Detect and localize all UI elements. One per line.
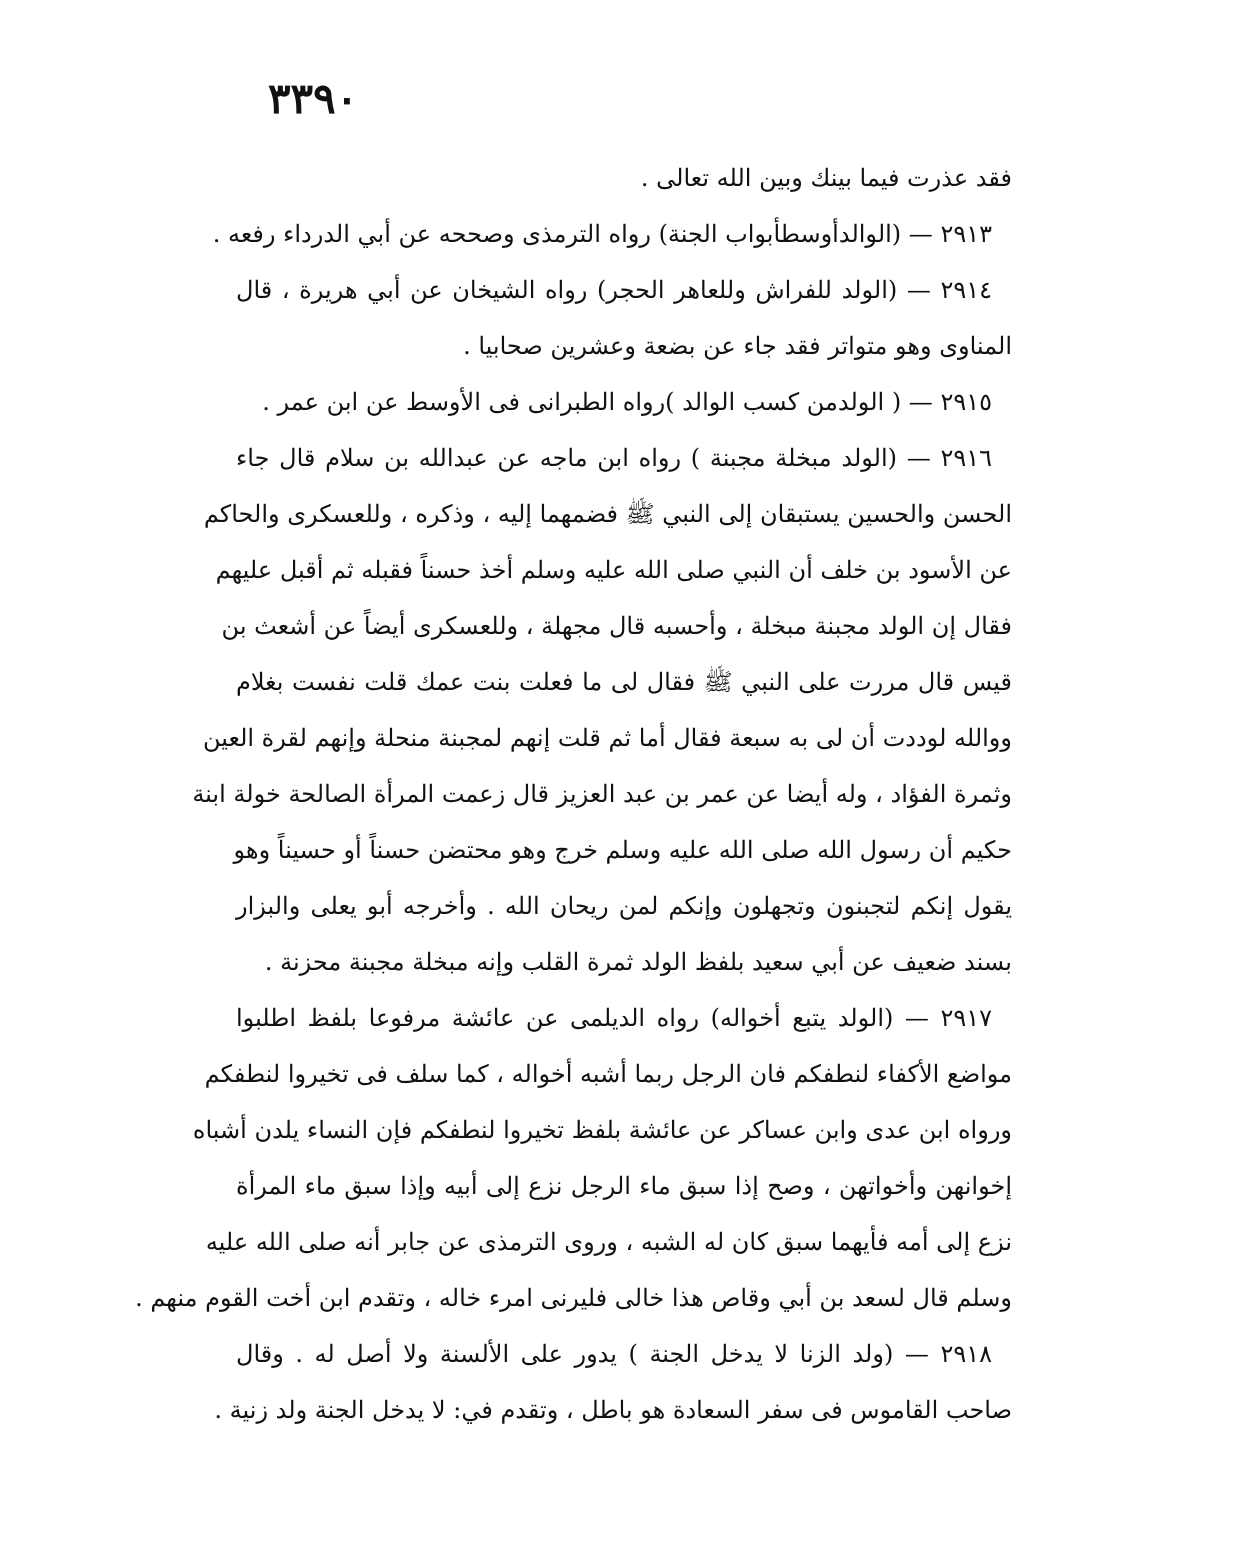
- text-line: إخوانهن وأخواتهن ، وصح إذا سبق ماء الرجل نزع إلى أبيه وإذا سبق ماء المرأة: [236, 1172, 1012, 1200]
- text-line: صاحب القاموس فى سفر السعادة هو باطل ، وتقدم في: لا يدخل الجنة ولد زنية .: [214, 1396, 1012, 1424]
- text-line: ٢٩١٤ — (الولد للفراش وللعاهر الحجر) رواه الشيخان عن أبي هريرة ، قال: [236, 276, 992, 304]
- text-line: وثمرة الفؤاد ، وله أيضا عن عمر بن عبد العزيز قال زعمت المرأة الصالحة خولة ابنة: [192, 780, 1012, 808]
- text-line: يقول إنكم لتجبنون وتجهلون وإنكم لمن ريحان الله . وأخرجه أبو يعلى والبزار: [236, 892, 1012, 920]
- text-line: مواضع الأكفاء لنطفكم فان الرجل ربما أشبه أخواله ، كما سلف فى تخيروا لنطفكم: [204, 1060, 1012, 1088]
- text-line: الحسن والحسين يستبقان إلى النبي ﷺ فضمهما إليه ، وذكره ، وللعسكرى والحاكم: [203, 500, 1012, 528]
- text-line: ٢٩١٦ — (الولد مبخلة مجبنة ) رواه ابن ماجه عن عبدالله بن سلام قال جاء: [236, 444, 992, 472]
- text-line: بسند ضعيف عن أبي سعيد بلفظ الولد ثمرة القلب وإنه مبخلة مجبنة محزنة .: [264, 948, 1012, 976]
- text-line: ٢٩١٥ — ( الولدمن كسب الوالد )رواه الطبرانى فى الأوسط عن ابن عمر .: [262, 388, 992, 416]
- text-line: قيس قال مررت على النبي ﷺ فقال لى ما فعلت بنت عمك قلت نفست بغلام: [236, 668, 1012, 696]
- text-line: وسلم قال لسعد بن أبي وقاص هذا خالى فليرنى امرء خاله ، وتقدم ابن أخت القوم منهم .: [135, 1284, 1012, 1312]
- page-number: ٣٣٩٠: [268, 74, 359, 123]
- text-line: نزع إلى أمه فأيهما سبق كان له الشبه ، وروى الترمذى عن جابر أنه صلى الله عليه: [205, 1228, 1012, 1256]
- body-text: [135, 150, 1012, 1438]
- text-line: ورواه ابن عدى وابن عساكر عن عائشة بلفظ تخيروا لنطفكم فإن النساء يلدن أشباه: [192, 1116, 1012, 1144]
- text-line: ٢٩١٧ — (الولد يتبع أخواله) رواه الديلمى عن عائشة مرفوعا بلفظ اطلبوا: [236, 1004, 992, 1032]
- text-line: فقال إن الولد مجبنة مبخلة ، وأحسبه قال مجهلة ، وللعسكرى أيضاً عن أشعث بن: [221, 612, 1012, 640]
- text-line: ووالله لوددت أن لى به سبعة فقال أما ثم قلت إنهم لمجبنة منحلة وإنهم لقرة العين: [202, 724, 1012, 752]
- text-line: ٢٩١٣ — (الوالدأوسطأبواب الجنة) رواه الترمذى وصححه عن أبي الدرداء رفعه .: [212, 220, 992, 248]
- text-line: المناوى وهو متواتر فقد جاء عن بضعة وعشرين صحابيا .: [463, 332, 1012, 360]
- text-line: حكيم أن رسول الله صلى الله عليه وسلم خرج وهو محتضن حسناً أو حسيناً وهو: [233, 836, 1012, 864]
- text-line: ٢٩١٨ — (ولد الزنا لا يدخل الجنة ) يدور على الألسنة ولا أصل له . وقال: [236, 1340, 992, 1368]
- text-line: عن الأسود بن خلف أن النبي صلى الله عليه وسلم أخذ حسناً فقبله ثم أقبل عليهم: [215, 556, 1012, 584]
- text-line: فقد عذرت فيما بينك وبين الله تعالى .: [640, 164, 1012, 192]
